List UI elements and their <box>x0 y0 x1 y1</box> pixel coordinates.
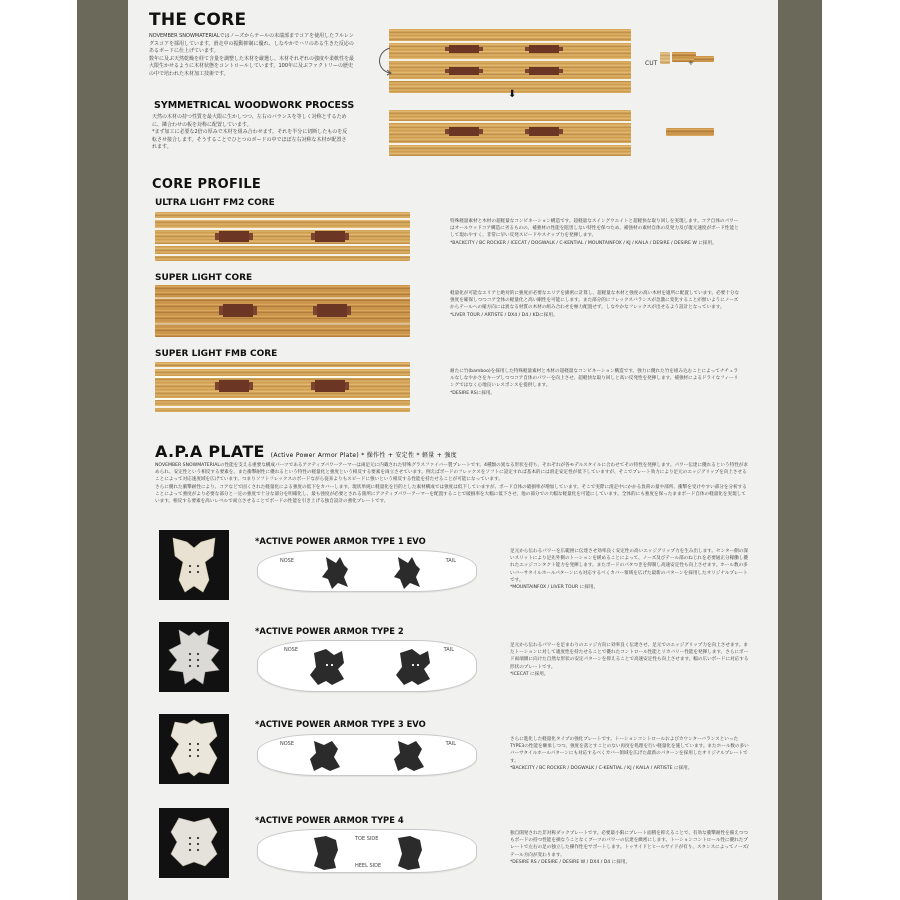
plate-1-title: *ACTIVE POWER ARMOR TYPE 1 EVO <box>255 536 426 546</box>
plate-1-text <box>510 548 750 591</box>
profile-3-core <box>155 362 410 412</box>
board-4-toe-label: TOE SIDE <box>355 836 379 842</box>
plate-4-models: *DESIRE RS / DESIRE / DESIRE W / DX4 / D4 に採用。 <box>510 859 631 865</box>
board-1-nose-label: NOSE <box>280 558 295 564</box>
apa-title: A.P.A PLATE <box>155 442 265 461</box>
profile-2-models: *LIVER TOUR / ARTISTE / DX4 / D4 / KDに採用。 <box>450 312 558 318</box>
plate-3-photo <box>159 714 229 784</box>
frame-band-right <box>778 0 822 900</box>
core-strip-small <box>666 128 714 136</box>
plate-4-photo <box>159 808 229 878</box>
board-4-heel-label: HEEL SIDE <box>355 863 382 869</box>
profile-3-name: SUPER LIGHT FMB CORE <box>155 349 278 359</box>
frame-band-left <box>77 0 128 900</box>
board-1-plates <box>318 553 428 591</box>
profile-2-core <box>155 285 410 337</box>
board-2-nose-label: NOSE <box>284 647 299 653</box>
apa-description: NOVEMBER SNOWMATERIALの性能を支える重要な構成パーツであるアクティブパワーアーマーは両足元に内蔵された特殊グラスファイバー製プレートです。4種類の異なる形状を持ち、それぞれが各モデルスタイルに合わせてその特性を発揮します。パワー伝達に優れるという特性が求められ、安定性という相反する要素を、また衝撃耐性に優れるという特性の軽量化と強度という相反する要素を両立させています。例えばボードのフレックスをソフトに設定すれば基本的には滑走安定性が低下していますが、そこでプレート効力により足元のエッジグリップを向上させることによって対応速度域を広げています。つまりソフトフレックスのボードながら従来よりもスピードに強いという相反する性能を持たせることが可能になっています。 さらに優れた衝撃耐性により、コアなどで固くされた軽量化による強度の低下をカバーします。現状単純に軽量化を目的とした素材構成では強度は低下していますが、ボード自体の破損率が増加しています。そこで実際に滑走中にかかる負荷の量や部所、衝撃を受けやすい部分を分析することによって強度がより必要な部分と一定の強度で十分な部分を明確化し、最も強度が必要とされる箇所にアクティブパワーアーマーを配置することで破損率を大幅に低下させ、他の部分での大幅な軽量化を可能にしています。全体的にも強度を保ったままボード自体の軽量化を実現しています。相反する要素を高いレベルで両立させることでボードの性能を引き上げる独自設計の強化プレートです。 <box>155 463 748 505</box>
board-4-diagram <box>257 829 477 873</box>
apa-subtitle: (Active Power Armor Plate) * 操作性 + 安定性 * 軽量 + 強度 <box>270 452 457 459</box>
board-2-tail-label: TAIL <box>443 647 454 653</box>
symmetrical-title: SYMMETRICAL WOODWORK PROCESS <box>154 100 355 111</box>
plate-3-models: *BACKCITY / BC ROCKER / DOGWALK / C-KENTIAL / KJ / KAILA / ARTISTE に採用。 <box>510 765 693 771</box>
cut-piece-c <box>694 56 714 62</box>
plate-4-title: *ACTIVE POWER ARMOR TYPE 4 <box>255 815 404 825</box>
board-3-tail-label: TAIL <box>445 741 456 747</box>
board-4-plates <box>308 832 428 872</box>
profile-title: CORE PROFILE <box>152 177 262 192</box>
core-title: THE CORE <box>149 10 247 30</box>
board-1-tail-label: TAIL <box>445 558 456 564</box>
board-3-plates <box>306 737 436 775</box>
plate-1-photo <box>159 530 229 600</box>
plate-3-title: *ACTIVE POWER ARMOR TYPE 3 EVO <box>255 719 426 729</box>
board-3-nose-label: NOSE <box>280 741 295 747</box>
plate-3-desc: さらに進化した軽量化タイプの強化プレートです。トーションコントロールおよびカウンターバランスといったTYPE3の性能を継承しつつ、強度を落とすことのない再度を処理を行い軽量化を施しています。またホール数の多いバーサタイルホールパターンにも対応するべくカバー領域を広げた最新のパターンを採用したオリジナルプレートです。 <box>510 737 749 764</box>
plate-2-title: *ACTIVE POWER ARMOR TYPE 2 <box>255 626 404 636</box>
profile-1-models: *BACKCITY / BC ROCKER / ICECAT / DOGWALK / C-KENTIAL / MOUNTAINFOX / KJ / KAILA / DESIRE / DESIRE W に採用。 <box>450 240 717 246</box>
plate-4-text <box>510 830 750 866</box>
profile-3-models: *DESIRE RSに採用。 <box>450 390 496 396</box>
plate-2-text <box>510 642 750 678</box>
outer-margin-left <box>0 0 77 900</box>
cut-piece-a <box>660 52 670 64</box>
profile-1-text <box>450 218 740 247</box>
profile-3-text <box>450 368 740 397</box>
plate-1-desc: 足元から伝わるパワーを広範囲に伝達させ効率良く安定性の高いエッジグリップ力を生み出します。センター側の深いスリットにより足先外側のトーションを緩めることによって、ノーズ及びテール部のねじれを必要通正分稼働し優れたエッジコンタクト能力を発揮します。またボードのパタつきを抑制し高速安定性も向上させます。ホール数の多いバーサタイルホールパターンにも対応するべくカバー領域を広げた最新のパターンを採用したオリジナルプレートです。 <box>510 549 748 583</box>
outer-margin-right <box>822 0 900 900</box>
profile-3-desc: 耐たに竹(bamboo)を採用した特殊軽量素材と木材の超軽量なコンビネーション構造です。強力に優れた竹を組み込むことによってナチュラルなしなやかさをキープしつつコア自体のパワーを向上させ、超軽快な取り回しと高い反発性を発揮します。補強材によるドライなフィーリングではなく心地良いレスポンスを提供します。 <box>450 369 739 389</box>
spec-page <box>128 0 778 900</box>
symmetrical-description: 天然の木材の持つ性質を最大限に生かしつつ、左右のバランスを等しく対称とするために、隣合わせの板を対称に配置しています。 *まず加工に必要な2倍の厚みで木材を組み合わせます。それを半分に切断したものを反転させ接合します。そうすることでひとつのボードの中でほぼ左右対称な木材が配置されます。 <box>152 114 348 151</box>
board-1-diagram <box>257 550 477 592</box>
profile-2-text <box>450 290 740 319</box>
plate-1-models: *MOUNTAINFOX / LIVER TOUR に採用。 <box>510 585 599 591</box>
board-3-diagram <box>257 734 477 776</box>
plate-2-models: *ICECAT に採用。 <box>510 671 549 677</box>
profile-2-desc: 軽量化が可能なエリアと絶対的に強度が必要なエリアを綿密に計算し、超軽量な木材と強度の高い木材を適所に配置しています。必要十分な強度を確保しつつコア全体の軽量化と高い剛性を可能にします。また部分的にフレックスバランスが急激に変化することが無いようにノーズからテールへの縦方向には異なる材質の木材の組み合わせを極力配置せず、しなやかなフレックスが出せるよう設計となっています。 <box>450 291 740 311</box>
flip-arrow-icon <box>374 46 396 76</box>
apa-heading <box>155 442 457 461</box>
plate-2-desc: 足元から伝わるパワーを足まわりのエッジ方向に効率良く伝達させ、足元でのエッジグリップ力を向上させます。またトーションに対して適度性を持たせることで優れたコントロール性能とリカバリー性能を発揮します。さらにボード両端側に向けた自然な形状の安定パターンを抑えることで高速安定性も向上させます。幅の広いボードに対応する形状のプレートです。 <box>510 643 749 670</box>
core-block-before <box>389 29 631 93</box>
cut-label: CUT <box>645 60 658 67</box>
profile-1-name: ULTRA LIGHT FM2 CORE <box>155 198 275 208</box>
plus-icon: + <box>688 59 694 67</box>
plate-3-text <box>510 736 750 772</box>
profile-1-desc: 特殊軽量素材と木材の超軽量なコンビネーション構造です。超軽量なスイングウエイトと超軽快な取り回しを実現します。コア自体のパワーはオールウッドコア構造に劣るものの、補強材の性能を阻害しない特性を保つため、補強材の素材自体の反発力及び復元速度がボード性能として現れやすく、非常に早い反発スピードやスナップ力を発揮します。 <box>450 219 739 239</box>
process-arrow-icon: ⬇ <box>508 89 517 100</box>
core-block-after <box>389 110 631 156</box>
board-2-plates <box>302 645 442 689</box>
plate-2-photo <box>159 622 229 692</box>
board-2-diagram <box>257 640 477 692</box>
plate-4-desc: 独自開発された非対称ダックプレートです。必要最小限にプレート面積を抑えることで、有効な衝撃耐性を備えつつもボードの持つ性能を損なうことなくブーツのパワーの伝達を緻密にします。トーションコントロール性に優れたプレートで左右の足の独立した操作性をサポートします。トゥサイドとヒールサイドが有り、スタンスによってノーズ/テール方向が変わります。 <box>510 831 749 858</box>
profile-1-core <box>155 212 410 261</box>
core-description: NOVEMBER SNOWMATERIALではノーズからテールの末端部までコアを使用したフルレングスコアを採用しています。滑走中の振動抑制に優れ、しなやかでハリのある生きた反応のあるボードに仕上げています。 数年に及ぶ天然乾燥を経て含量を調整した木材を厳選し、木材それぞれの強度や柔軟性を最大限生かせるように木材状態をコントロールしています。100年に及ぶファクトリーの歴史の中で培われた木材加工技術です。 <box>149 33 355 77</box>
profile-2-name: SUPER LIGHT CORE <box>155 273 253 283</box>
